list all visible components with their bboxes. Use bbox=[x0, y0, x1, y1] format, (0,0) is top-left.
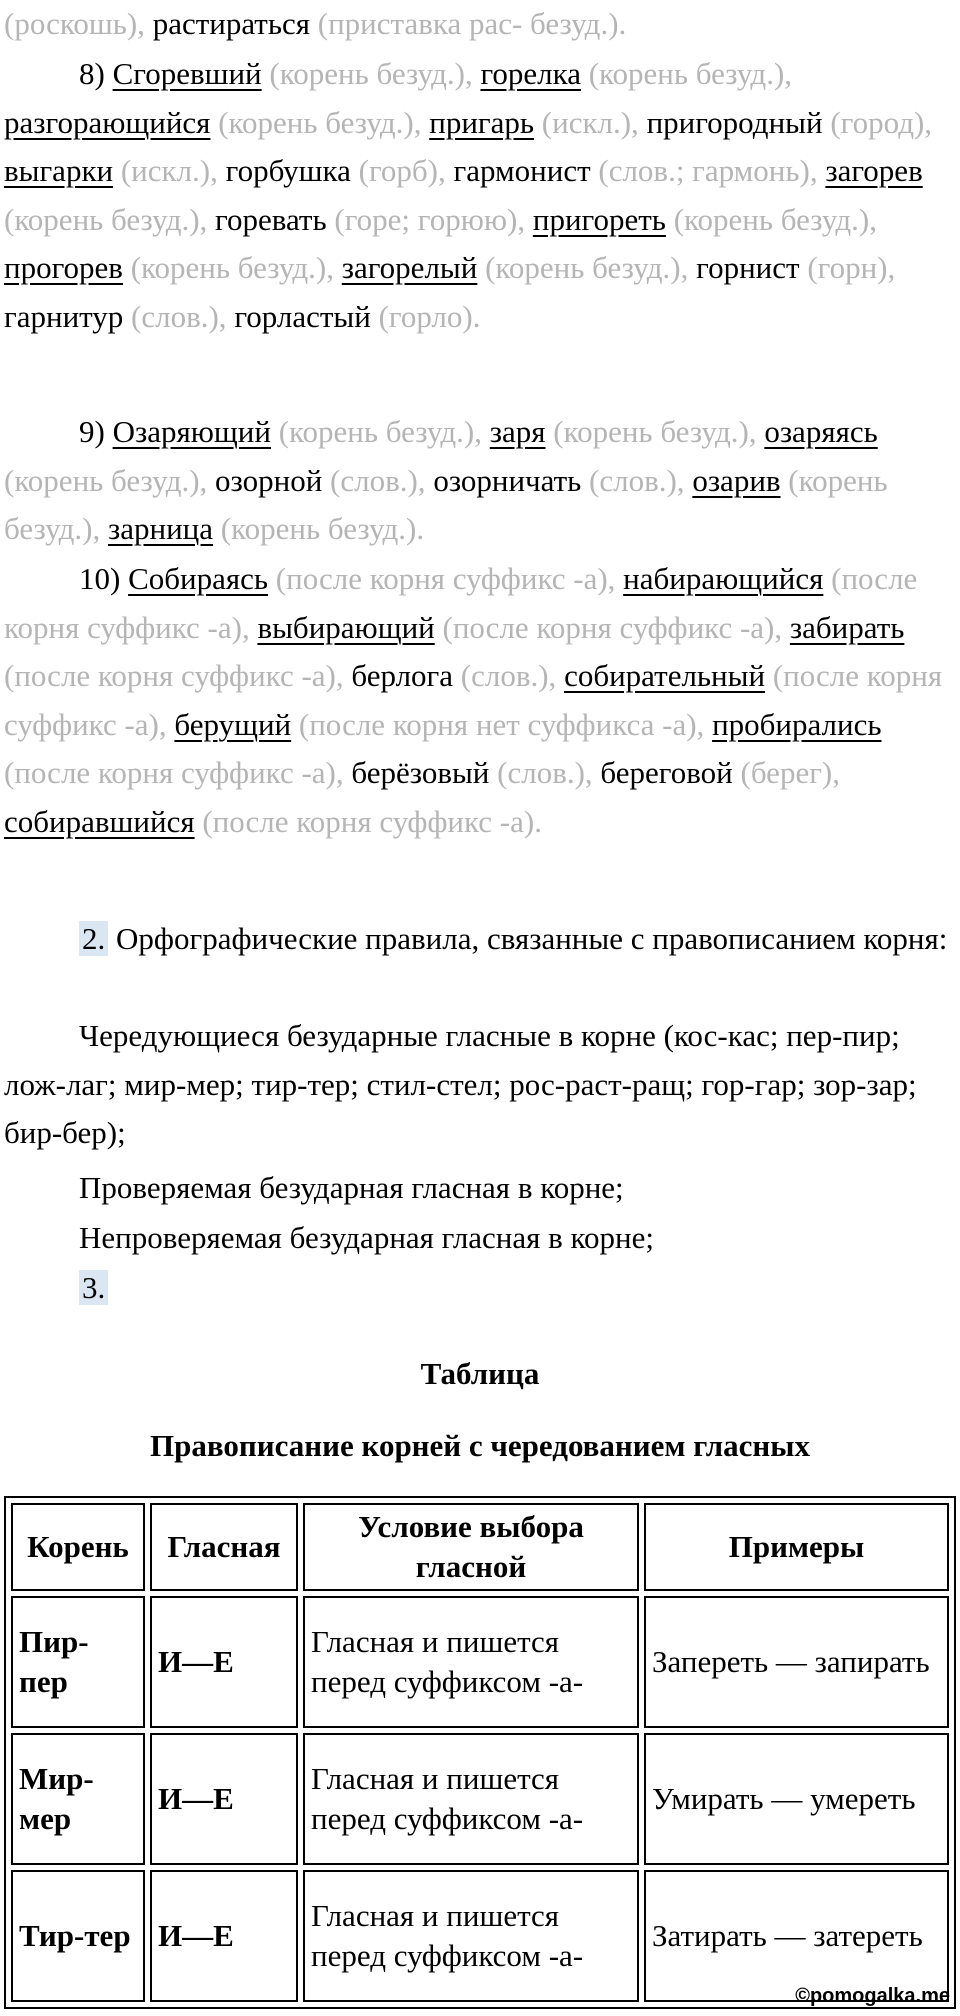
cell-example: Запереть — запирать bbox=[644, 1596, 949, 1728]
table-row bbox=[11, 1596, 949, 1728]
section-number: 2. bbox=[79, 921, 108, 956]
paragraph-9 bbox=[0, 408, 960, 554]
cell-root: Пир-пер bbox=[11, 1596, 145, 1728]
section-3 bbox=[0, 1264, 960, 1313]
gray-note: (корень безуд.), bbox=[580, 56, 793, 91]
example-word: горевать bbox=[215, 201, 327, 237]
example-word: горелка bbox=[480, 56, 581, 91]
table-row bbox=[11, 1870, 949, 2002]
header-examples: Примеры bbox=[644, 1503, 949, 1591]
example-word: горластый bbox=[234, 298, 371, 334]
section-text: Орфографические правила, связанные с правописанием корня: bbox=[108, 921, 948, 956]
watermark: ©pomogalka.me bbox=[795, 1985, 950, 2007]
example-word: озорничать bbox=[433, 462, 582, 498]
example-word: собиравшийся bbox=[4, 803, 195, 839]
section-2-intro bbox=[0, 915, 960, 964]
rule-checked: Проверяемая безударная гласная в корне; bbox=[79, 1170, 624, 1205]
gray-note: (слов.), bbox=[322, 462, 434, 498]
gray-note: (корень безуд.), bbox=[477, 250, 697, 285]
gray-note: (слов.), bbox=[489, 755, 601, 790]
gray-note: (город), bbox=[822, 104, 933, 140]
example-word: гарнитур bbox=[4, 298, 124, 334]
example-word: пригарь bbox=[429, 104, 535, 140]
example-word: озорной bbox=[215, 462, 323, 498]
cell-example: Затирать — затереть bbox=[644, 1870, 949, 2002]
header-condition: Условие выбора гласной bbox=[303, 1503, 639, 1591]
example-word: разгорающийся bbox=[4, 104, 211, 140]
example-word: озаряясь bbox=[764, 414, 878, 449]
cell-condition: Гласная и пишется перед суффиксом -а- bbox=[303, 1733, 639, 1865]
paragraph-10 bbox=[0, 555, 960, 846]
gray-note: (корень безуд.), bbox=[270, 414, 490, 449]
gray-note: (корень безуд.), bbox=[122, 250, 342, 285]
gray-note: (корень безуд.), bbox=[665, 201, 877, 237]
gray-note: (берег), bbox=[732, 755, 840, 790]
example-word: берущий bbox=[174, 706, 292, 742]
gray-note: (после корня нет суффикса -а), bbox=[291, 706, 713, 742]
gray-note: (после корня суффикс -а). bbox=[194, 803, 542, 839]
gray-note: (после корня суффикс -а), bbox=[268, 561, 624, 596]
cell-vowel: И—Е bbox=[150, 1870, 298, 2002]
alternation-table bbox=[4, 1496, 956, 2009]
example-word: гармонист bbox=[453, 153, 591, 188]
gray-note: (горн), bbox=[799, 250, 896, 285]
example-word: выгарки bbox=[4, 153, 114, 188]
gray-note: (слов.; гармонь), bbox=[590, 153, 826, 188]
gray-note: (после корня суффикс -а), bbox=[434, 609, 790, 645]
gray-note: (после корня суффикс -а), bbox=[4, 658, 943, 742]
gray-note: (искл.), bbox=[113, 153, 226, 188]
gray-note: (искл.), bbox=[534, 104, 647, 140]
example-word: загорев bbox=[825, 153, 923, 188]
gray-note: (приставка рас- безуд.). bbox=[310, 6, 627, 41]
example-word: собирательный bbox=[564, 658, 766, 693]
gray-note: (слов.), bbox=[581, 462, 693, 498]
example-word: озарив bbox=[692, 462, 781, 498]
rule-unchecked: Непроверяемая безударная гласная в корне; bbox=[79, 1220, 654, 1255]
example-word: 10) bbox=[79, 561, 129, 596]
line-continuation bbox=[0, 0, 960, 49]
gray-note: (корень безуд.), bbox=[210, 104, 430, 140]
example-word: Сгоревший bbox=[112, 56, 262, 91]
example-word: 8) bbox=[79, 56, 113, 91]
gray-note: (после корня суффикс -а), bbox=[4, 755, 352, 790]
example-word: Собираясь bbox=[128, 561, 269, 596]
example-word: 9) bbox=[79, 414, 113, 449]
cell-condition: Гласная и пишется перед суффиксом -а- bbox=[303, 1596, 639, 1728]
gray-note: (корень безуд.), bbox=[545, 414, 765, 449]
example-word: набирающийся bbox=[623, 561, 824, 596]
example-word: береговой bbox=[600, 755, 733, 790]
gray-note: (после корня суффикс -а), bbox=[4, 658, 352, 693]
example-word: выбирающий bbox=[257, 609, 435, 645]
rule-alternating: Чередующиеся безударные гласные в корне (кос-кас; пер-пир; лож-лаг; мир-мер; тир-тер; стил-стел; рос-раст-ращ; гор-гар; зор-зар; бир-бер); bbox=[4, 1018, 917, 1150]
gray-note: (роскошь), bbox=[4, 6, 153, 41]
cell-example: Умирать — умереть bbox=[644, 1733, 949, 1865]
gray-note: (корень безуд.), bbox=[4, 462, 216, 498]
table-subtitle: Правописание корней с чередованием гласных bbox=[150, 1428, 810, 1463]
example-word: горбушка bbox=[225, 153, 351, 188]
example-word: забирать bbox=[789, 609, 905, 645]
example-word: пригореть bbox=[532, 201, 666, 237]
example-word: горнист bbox=[696, 250, 800, 285]
gray-note: (корень безуд.), bbox=[261, 56, 481, 91]
example-word: заря bbox=[489, 414, 546, 449]
cell-vowel: И—Е bbox=[150, 1596, 298, 1728]
header-vowel: Гласная bbox=[150, 1503, 298, 1591]
paragraph-8 bbox=[0, 50, 960, 341]
gray-note: (корень безуд.). bbox=[213, 511, 425, 546]
example-word: загорелый bbox=[341, 250, 478, 285]
gray-note: (слов.), bbox=[453, 658, 565, 693]
example-word: пробирались bbox=[712, 706, 882, 742]
section-number: 3. bbox=[79, 1270, 108, 1305]
gray-note: (горло). bbox=[370, 298, 481, 334]
gray-note: (горб), bbox=[350, 153, 454, 188]
example-word: зарница bbox=[108, 511, 214, 546]
example-word: берлога bbox=[351, 658, 454, 693]
cell-condition: Гласная и пишется перед суффиксом -а- bbox=[303, 1870, 639, 2002]
table-title: Таблица bbox=[420, 1356, 540, 1391]
example-word: берёзовый bbox=[351, 755, 490, 790]
gray-note: (корень безуд.), bbox=[4, 462, 888, 546]
example-word: Озаряющий bbox=[112, 414, 271, 449]
table-row bbox=[11, 1733, 949, 1865]
example-word: растираться bbox=[152, 6, 311, 41]
cell-vowel: И—Е bbox=[150, 1733, 298, 1865]
gray-note: (слов.), bbox=[123, 298, 235, 334]
example-word: пригородный bbox=[646, 104, 823, 140]
example-word: прогорев bbox=[4, 250, 123, 285]
cell-root: Мир-мер bbox=[11, 1733, 145, 1865]
header-root: Корень bbox=[11, 1503, 145, 1591]
table-header-row bbox=[11, 1503, 949, 1591]
gray-note: (горе; горюю), bbox=[326, 201, 533, 237]
gray-note: (после корня суффикс -а), bbox=[4, 561, 918, 645]
cell-root: Тир-тер bbox=[11, 1870, 145, 2002]
gray-note: (корень безуд.), bbox=[4, 201, 216, 237]
